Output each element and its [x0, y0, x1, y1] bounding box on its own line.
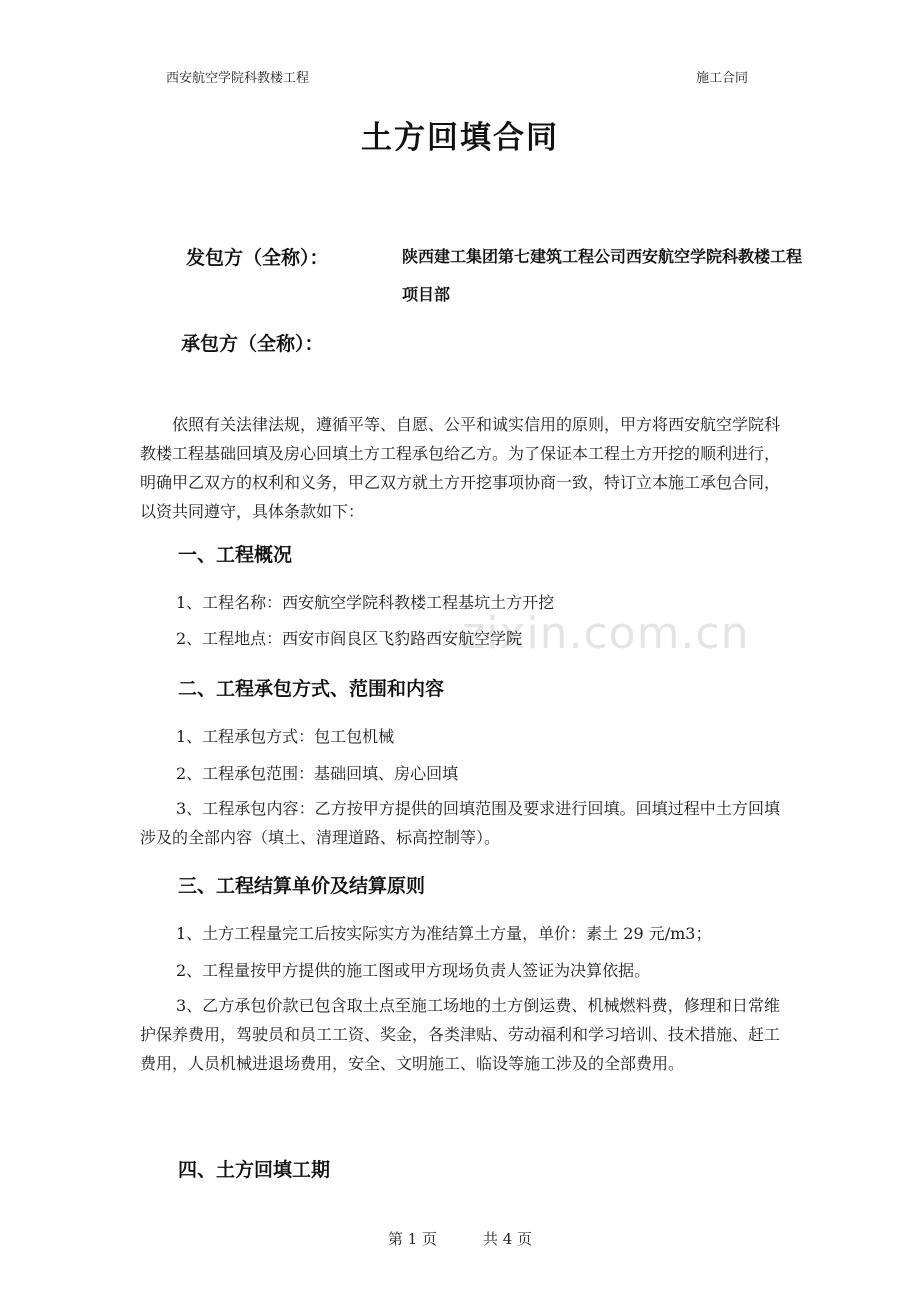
- section-item: 2、工程地点：西安市阎良区飞豹路西安航空学院: [176, 629, 523, 648]
- page-total: 共 4 页: [483, 1230, 533, 1248]
- page-footer: [0, 1228, 920, 1249]
- section-item: 2、工程承包范围：基础回填、房心回填: [176, 764, 459, 783]
- section-item-paragraph: 3、乙方承包价款已包含取土点至施工场地的土方倒运费、机械燃料费，修理和日常维护保养费用，驾驶员和员工工资、奖金，各类津贴、劳动福利和学习培训、技术措施、赶工费用，人员机械进退场费用，安全、文明施工、临设等施工涉及的全部费用。: [140, 996, 781, 1073]
- page-title: 土方回填合同: [361, 120, 559, 156]
- header-doc-type: 施工合同: [696, 71, 749, 86]
- section-item: 1、工程名称：西安航空学院科教楼工程基坑土方开挖: [176, 593, 555, 612]
- contractor-label: 承包方（全称）：: [181, 333, 324, 355]
- section-heading-scope: 二、工程承包方式、范围和内容: [178, 678, 445, 700]
- page-number: 第 1 页: [387, 1230, 437, 1248]
- section-item: 1、工程承包方式：包工包机械: [176, 727, 395, 746]
- section-heading-overview: 一、工程概况: [178, 544, 293, 566]
- intro-paragraph: 依照有关法律法规，遵循平等、自愿、公平和诚实信用的原则，甲方将西安航空学院科教楼工程基础回填及房心回填土方工程承包给乙方。为了保证本工程土方开挖的顺利进行，明确甲乙双方的权利和义务，甲乙双方就土方开挖事项协商一致，特订立本施工承包合同，以资共同遵守，具体条款如下：: [140, 415, 781, 521]
- employer-label: 发包方（全称）：: [186, 247, 329, 269]
- section-heading-schedule: 四、土方回填工期: [178, 1159, 331, 1181]
- section-item: 2、工程量按甲方提供的施工图或甲方现场负责人签证为决算依据。: [176, 961, 651, 980]
- watermark: zixin.com.cn: [462, 608, 750, 659]
- section-item: 1、土方工程量完工后按实际实方为准结算土方量，单价：素土 29 元/m3；: [176, 924, 712, 943]
- employer-value: 陕西建工集团第七建筑工程公司西安航空学院科教楼工程项目部: [402, 247, 803, 304]
- header-project-name: 西安航空学院科教楼工程: [166, 71, 310, 86]
- section-item-paragraph: 3、工程承包内容：乙方按甲方提供的回填范围及要求进行回填。回填过程中土方回填涉及的全部内容（填土、清理道路、标高控制等）。: [140, 799, 780, 847]
- section-heading-settlement: 三、工程结算单价及结算原则: [178, 875, 426, 897]
